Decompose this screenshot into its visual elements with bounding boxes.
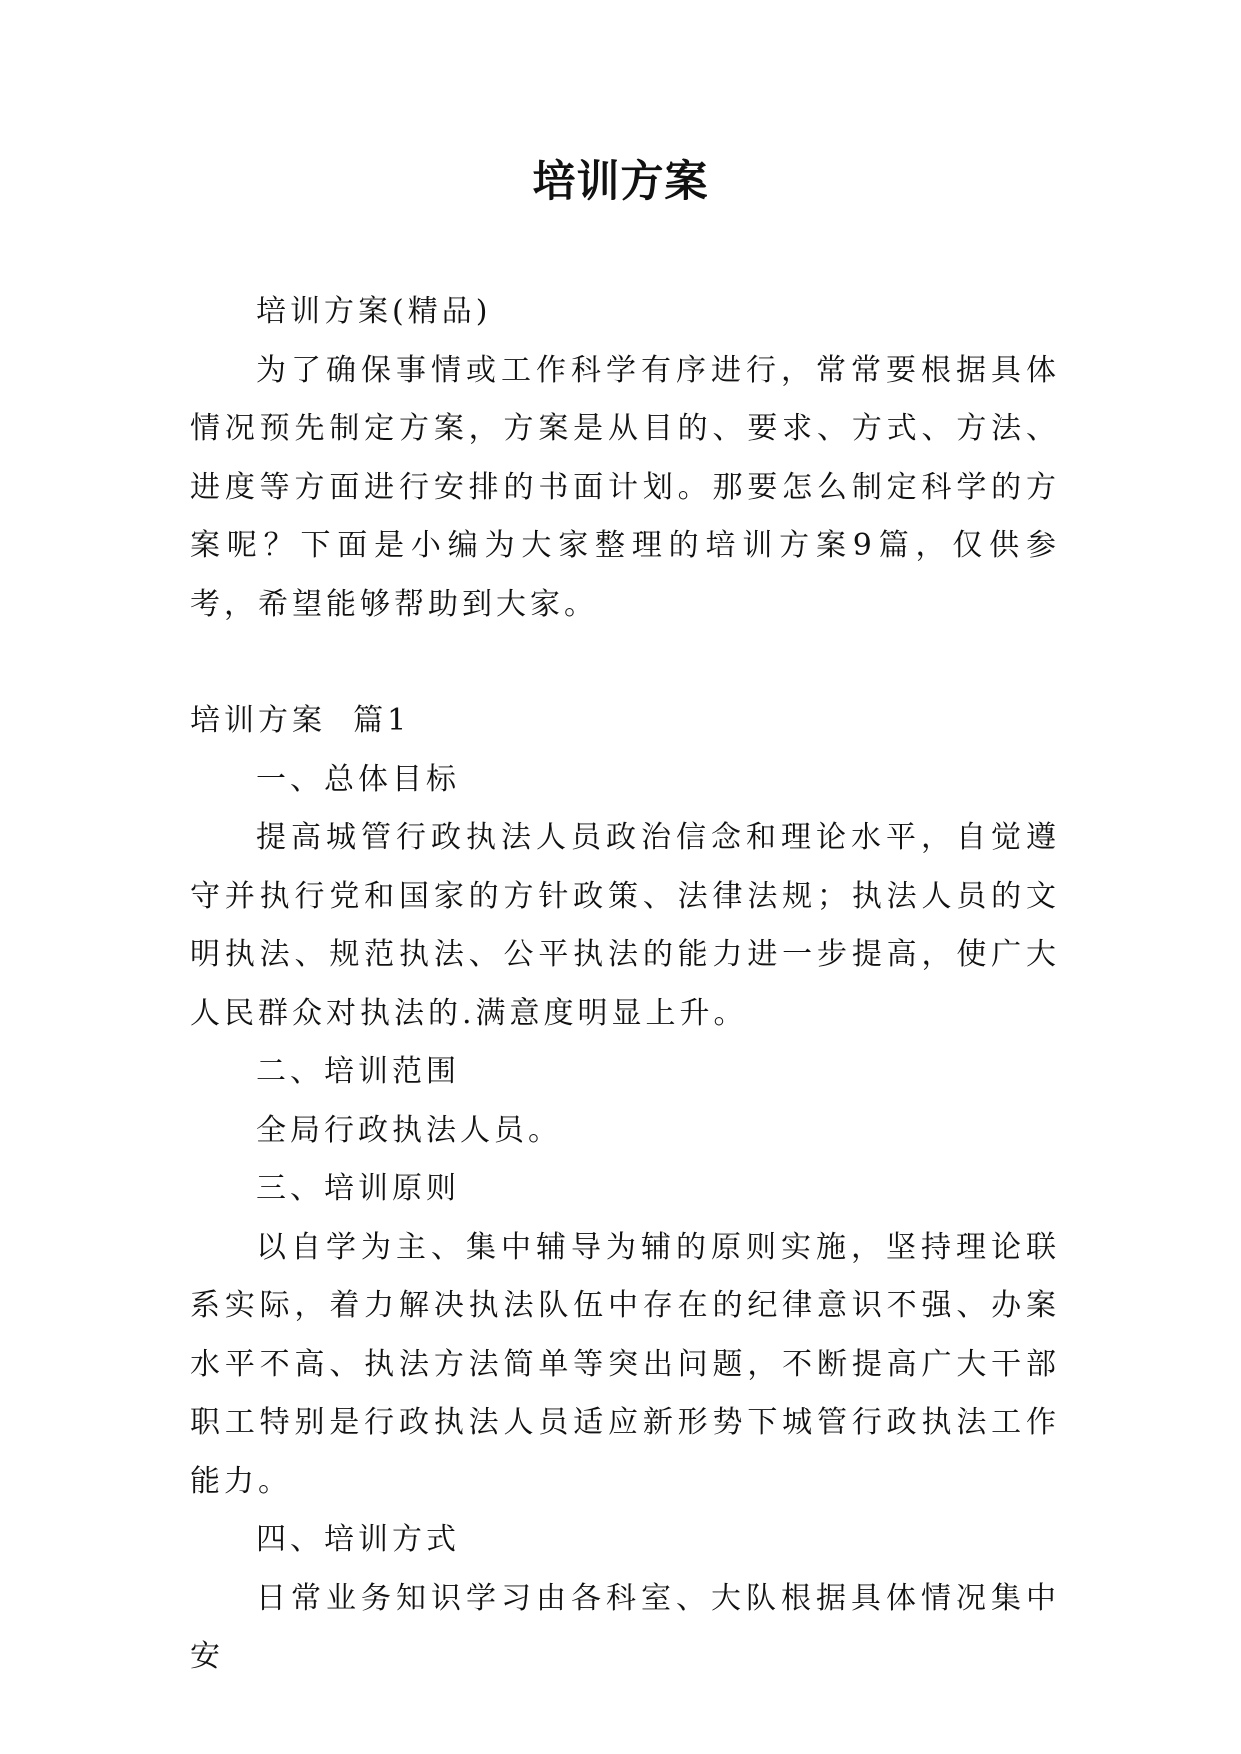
heading-training-methods: 四、培训方式 (256, 1522, 460, 1557)
section-spacer (190, 634, 1060, 692)
paragraph-training-principles: 以自学为主、集中辅导为辅的原则实施，坚持理论联系实际，着力解决执法队伍中存在的纪律意识不强、办案水平不高、执法方法简单等突出问题，不断提高广大干部职工特别是行政执法人员适应新形势下城管行政执法工作能力。 (190, 1229, 1060, 1499)
heading-overall-goal: 一、总体目标 (256, 761, 460, 797)
section-heading: 培训方案 篇1 (190, 703, 411, 738)
heading-training-principles: 三、培训原则 (256, 1171, 460, 1206)
document-body (190, 283, 1060, 1687)
heading-training-scope: 二、培训范围 (256, 1054, 460, 1089)
paragraph-training-methods: 日常业务知识学习由各科室、大队根据具体情况集中安 (190, 1580, 1060, 1674)
document-title: 培训方案 (532, 157, 709, 207)
paragraph-overall-goal: 提高城管行政执法人员政治信念和理论水平，自觉遵守并执行党和国家的方针政策、法律法规；执法人员的文明执法、规范执法、公平执法的能力进一步提高，使广大人民群众对执法的.满意度明显上升。 (190, 820, 1060, 1031)
intro-paragraph: 为了确保事情或工作科学有序进行，常常要根据具体情况预先制定方案，方案是从目的、要求、方式、方法、进度等方面进行安排的书面计划。那要怎么制定科学的方案呢？下面是小编为大家整理的培训方案9篇，仅供参考，希望能够帮助到大家。 (190, 352, 1060, 622)
paragraph-training-scope: 全局行政执法人员。 (256, 1112, 562, 1148)
document-subtitle: 培训方案(精品) (256, 294, 492, 329)
